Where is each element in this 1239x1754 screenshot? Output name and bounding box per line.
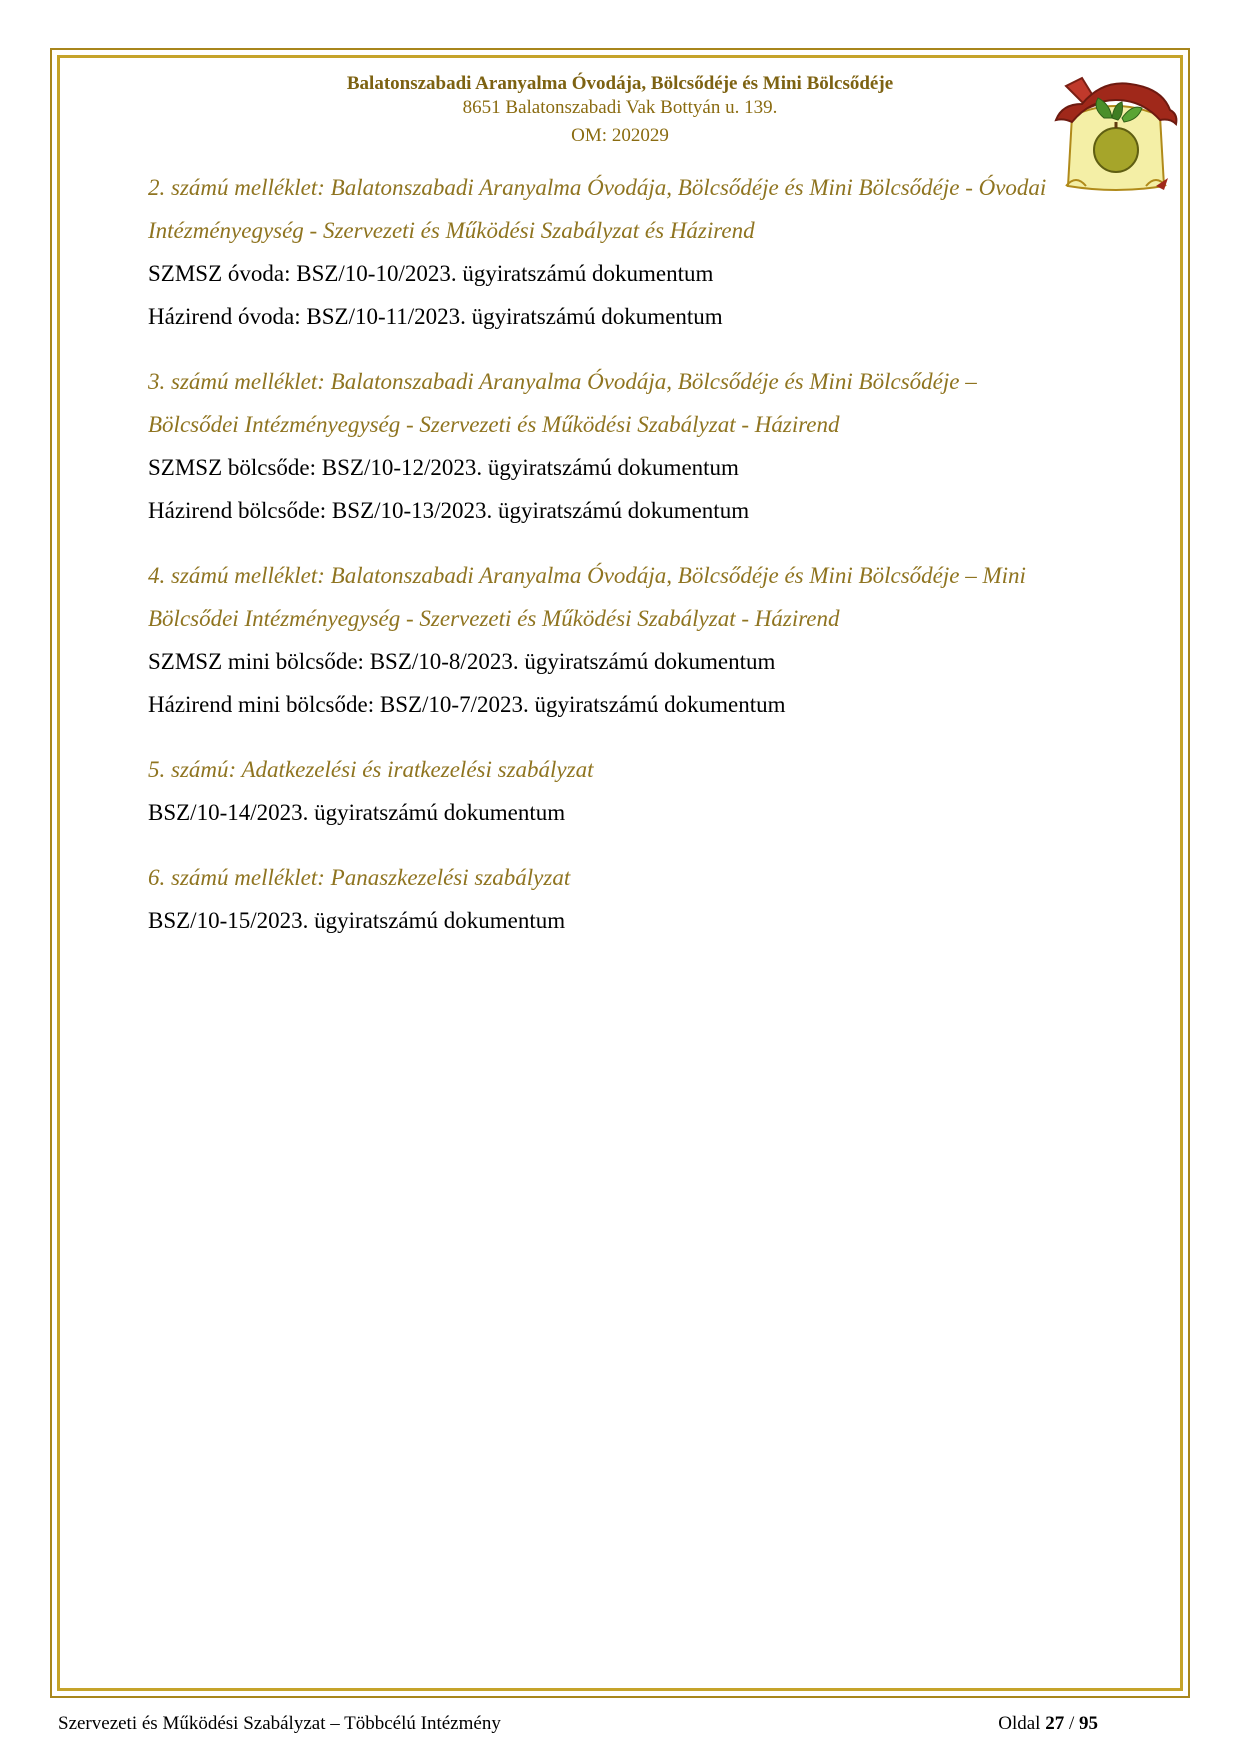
attachment-reference: SZMSZ bölcsőde: BSZ/10-12/2023. ügyiratszámú dokumentum	[148, 455, 739, 480]
page-separator: /	[1068, 1713, 1075, 1734]
page-current: 27	[1045, 1713, 1065, 1734]
attachment-title: 4. számú melléklet: Balatonszabadi Aranyalma Óvodája, Bölcsődéje és Mini Bölcsődéje – Mini Bölcsődei Intézményegység - Szervezeti és Működési Szabályzat - Házirend	[148, 563, 1026, 631]
attachment-section-4	[148, 554, 1068, 726]
golden-apple-house-logo-icon	[1052, 74, 1180, 196]
page-total: 95	[1079, 1713, 1098, 1734]
attachment-reference: Házirend bölcsőde: BSZ/10-13/2023. ügyiratszámú dokumentum	[148, 498, 750, 523]
attachment-section-6	[148, 856, 1068, 942]
attachment-title: 6. számú melléklet: Panaszkezelési szabályzat	[148, 865, 571, 890]
attachment-section-3	[148, 360, 1068, 532]
page-label: Oldal	[998, 1713, 1041, 1734]
attachment-reference: Házirend óvoda: BSZ/10-11/2023. ügyiratszámú dokumentum	[148, 304, 723, 329]
page-footer	[58, 1712, 1098, 1736]
attachment-reference: SZMSZ óvoda: BSZ/10-10/2023. ügyiratszámú dokumentum	[148, 261, 714, 286]
attachment-section-5	[148, 748, 1068, 834]
page-header	[200, 72, 1040, 148]
institution-address: 8651 Balatonszabadi Vak Bottyán u. 139.	[462, 97, 778, 118]
institution-name: Balatonszabadi Aranyalma Óvodája, Bölcsődéje és Mini Bölcsődéje	[346, 73, 894, 94]
attachment-reference: Házirend mini bölcsőde: BSZ/10-7/2023. ügyiratszámú dokumentum	[148, 692, 786, 717]
footer-document-title: Szervezeti és Működési Szabályzat – Többcélú Intézmény	[58, 1713, 501, 1734]
attachment-reference: BSZ/10-15/2023. ügyiratszámú dokumentum	[148, 908, 566, 933]
attachment-title: 5. számú: Adatkezelési és iratkezelési szabályzat	[148, 757, 594, 782]
attachment-reference: BSZ/10-14/2023. ügyiratszámú dokumentum	[148, 800, 566, 825]
institution-om: OM: 202029	[571, 125, 669, 146]
attachment-section-2	[148, 166, 1068, 338]
attachment-reference: SZMSZ mini bölcsőde: BSZ/10-8/2023. ügyiratszámú dokumentum	[148, 649, 776, 674]
footer-page-number	[998, 1712, 1098, 1736]
attachment-title: 2. számú melléklet: Balatonszabadi Aranyalma Óvodája, Bölcsődéje és Mini Bölcsődéje - Óvodai Intézményegység - Szervezeti és Működési Szabályzat és Házirend	[148, 175, 1047, 243]
attachments-list	[148, 166, 1068, 964]
attachment-title: 3. számú melléklet: Balatonszabadi Aranyalma Óvodája, Bölcsődéje és Mini Bölcsődéje – Bölcsődei Intézményegység - Szervezeti és Működési Szabályzat - Házirend	[148, 369, 977, 437]
